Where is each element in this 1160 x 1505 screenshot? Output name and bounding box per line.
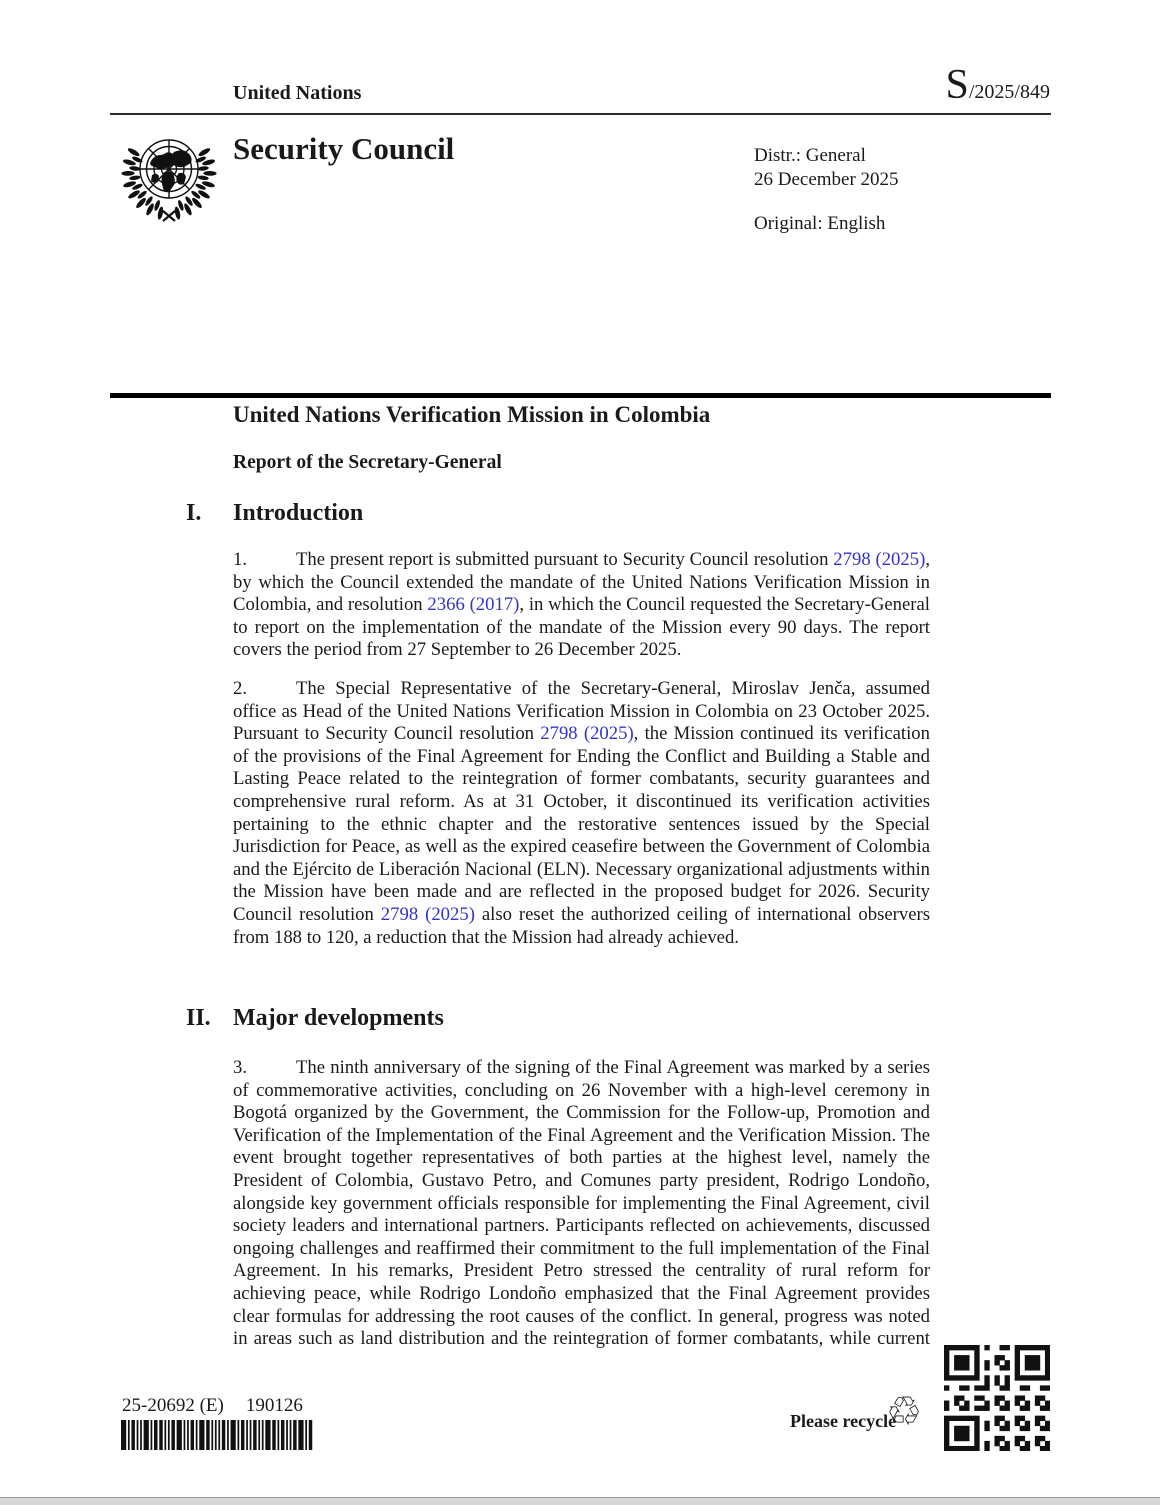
paragraph-text: , by which the Council extended the mandate of the United Nations Verification Mission in Colombia, and resolution — [233, 549, 930, 616]
resolution-link[interactable]: 2798 (2025) — [380, 903, 475, 925]
paragraph-1 — [233, 549, 930, 662]
title-divider — [110, 393, 1051, 398]
recycle-label: Please recycle — [790, 1411, 897, 1431]
recycle-icon: ♲ — [886, 1389, 922, 1435]
distribution-block — [754, 144, 899, 236]
paragraph-text: also reset the authorized ceiling of international observers from 188 to 120, a reduction that the Mission had already achieved. — [233, 903, 930, 948]
paragraph-text: , in which the Council requested the Secretary-General to report on the implementation of the mandate of the Mission every 90 days. The report covers the period from 27 September to 26 December 2025. — [233, 594, 930, 661]
organ-name: Security Council — [233, 131, 455, 166]
date-code: 190126 — [245, 1395, 303, 1416]
doc-symbol — [946, 64, 1050, 106]
report-subtitle: Report of the Secretary-General — [233, 452, 502, 473]
doc-symbol-number: /2025/849 — [968, 81, 1050, 103]
report-title: United Nations Verification Mission in Colombia — [233, 402, 711, 427]
job-number-line — [122, 1395, 303, 1417]
resolution-link[interactable]: 2798 (2025) — [540, 723, 634, 745]
section-title: Introduction — [233, 500, 364, 526]
barcode — [121, 1420, 314, 1450]
job-number: 25-20692 (E) — [122, 1395, 224, 1416]
paragraph-number: 3. — [233, 1057, 248, 1078]
resolution-link[interactable]: 2366 (2017) — [427, 594, 520, 616]
distribution: Distr.: General — [754, 145, 866, 166]
paragraph-text: , the Mission continued its verification of the provisions of the Final Agreement for Ending the Conflict and Building a Stable and Lasting Peace related to the reintegration of former combatants, security guarantees and comprehensive rural reform. As at 31 October, it discontinued its verification activities pertaining to the ethnic chapter and the restorative sentences issued by the Special Jurisdiction for Peace, as well as the expired ceasefire between the Government of Colombia and the Ejército de Liberación Nacional (ELN). Necessary organizational adjustments within the Mission have been made and are reflected in the proposed budget for 2026. Security Council resolution — [233, 723, 930, 925]
doc-date: 26 December 2025 — [754, 169, 899, 190]
qr-code — [944, 1345, 1050, 1451]
section-title: Major developments — [233, 1005, 444, 1031]
org-name: United Nations — [233, 82, 362, 104]
paragraph-text: The Special Representative of the Secretary-General, Miroslav Jenča, assumed office as Head of the United Nations Verification Mission in Colombia on 23 October 2025. Pursuant to Security Council resolution — [233, 678, 930, 745]
paragraph-text: The present report is submitted pursuant to Security Council resolution — [296, 549, 834, 570]
paragraph-number: 1. — [233, 549, 248, 570]
paragraph-number: 2. — [233, 678, 248, 699]
paragraph-2 — [233, 678, 930, 949]
paragraph-3 — [233, 1057, 930, 1351]
un-emblem-icon — [117, 123, 221, 227]
paragraph-text: The ninth anniversary of the signing of the Final Agreement was marked by a series of commemorative activities, concluding on 26 November with a high-level ceremony in Bogotá organized by the Government, the Commission for the Follow-up, Promotion and Verification of the Implementation of the Final Agreement and the Verification Mission. The event brought together representatives of both parties at the highest level, namely the President of Colombia, Gustavo Petro, and Comunes party president, Rodrigo Londoño, alongside key government officials responsible for implementing the Final Agreement, civil society leaders and international partners. Participants reflected on achievements, discussed ongoing challenges and reaffirmed their commitment to the full implementation of the Final Agreement. In his remarks, President Petro stressed the centrality of rural reform for achieving peace, while Rodrigo Londoño emphasized that the Final Agreement provides clear formulas for addressing the root causes of the conflict. In general, progress was noted in areas such as land distribution and the reintegration of former combatants, while current — [233, 1057, 930, 1350]
section-heading-major-developments — [186, 1004, 444, 1032]
section-heading-introduction — [186, 499, 363, 527]
page-edge-strip — [0, 1497, 1160, 1505]
masthead-divider — [110, 113, 1051, 115]
resolution-link[interactable]: 2798 (2025) — [833, 549, 926, 570]
section-numeral: II. — [186, 1005, 211, 1031]
doc-symbol-letter: S — [945, 62, 969, 108]
original-language: Original: English — [754, 213, 886, 234]
section-numeral: I. — [186, 500, 202, 526]
